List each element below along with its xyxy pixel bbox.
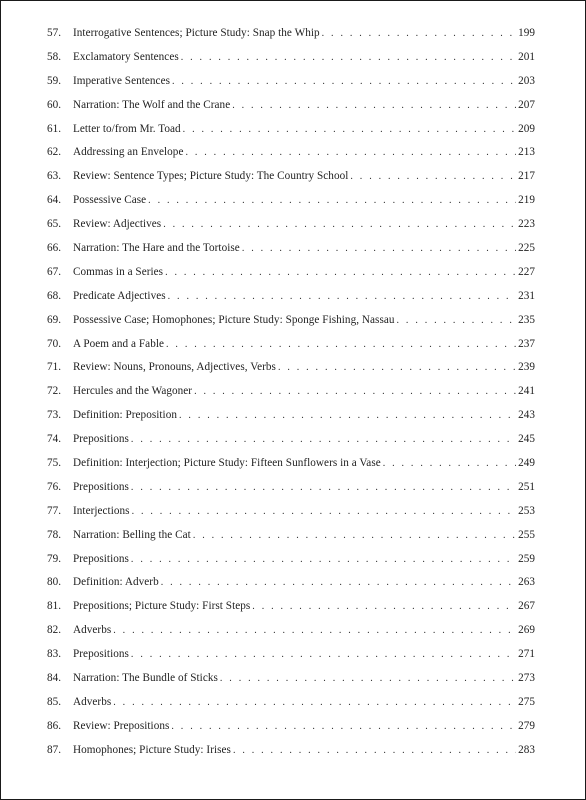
toc-entry-page: 273 bbox=[518, 672, 535, 685]
toc-entry-page: 227 bbox=[518, 265, 535, 278]
toc-entry-page: 269 bbox=[518, 624, 535, 637]
toc-entry bbox=[47, 266, 535, 290]
toc-dot-leader bbox=[165, 267, 516, 278]
toc-entry-title: Addressing an Envelope bbox=[73, 146, 184, 159]
toc-entry bbox=[47, 314, 535, 338]
toc-entry-title: Homophones; Picture Study: Irises bbox=[73, 743, 231, 756]
toc-entry bbox=[47, 744, 535, 768]
toc-entry bbox=[47, 720, 535, 744]
toc-dot-leader bbox=[233, 745, 516, 756]
toc-entry-title: Possessive Case bbox=[73, 194, 147, 207]
toc-dot-leader bbox=[220, 673, 516, 684]
toc-entry-number: 57. bbox=[47, 27, 62, 39]
toc-dot-leader bbox=[194, 386, 516, 397]
toc-entry-title: Hercules and the Wagoner bbox=[73, 385, 193, 398]
toc-entry bbox=[47, 290, 535, 314]
toc-entry-page: 259 bbox=[518, 552, 535, 565]
toc-entry-page: 283 bbox=[518, 743, 535, 756]
toc-entry bbox=[47, 624, 535, 648]
toc-entry-number: 58. bbox=[47, 50, 62, 63]
toc-entry-page: 209 bbox=[518, 122, 535, 135]
toc-entry-title: Exclamatory Sentences bbox=[73, 50, 179, 63]
toc-entry-title: Narration: The Wolf and the Crane bbox=[73, 98, 231, 111]
toc-entry bbox=[47, 242, 535, 266]
toc-entry-title: Definition: Interjection; Picture Study: Fifteen Sunflowers in a Vase bbox=[73, 457, 381, 470]
toc-dot-leader bbox=[131, 649, 516, 660]
toc-entry-page: 199 bbox=[518, 27, 535, 39]
toc-entry-number: 80. bbox=[47, 576, 62, 589]
toc-entry-number: 78. bbox=[47, 528, 62, 541]
toc-entry-number: 87. bbox=[47, 743, 62, 756]
toc-dot-leader bbox=[350, 171, 516, 182]
toc-dot-leader bbox=[148, 195, 516, 206]
toc-entry-page: 271 bbox=[518, 648, 535, 661]
toc-entry bbox=[47, 146, 535, 170]
toc-entry-page: 231 bbox=[518, 289, 535, 302]
toc-entry-title: Prepositions; Picture Study: First Steps bbox=[73, 600, 251, 613]
toc-entry-title: Interrogative Sentences; Picture Study: Snap the Whip bbox=[73, 27, 320, 39]
toc-entry bbox=[47, 338, 535, 362]
toc-entry-number: 75. bbox=[47, 457, 62, 470]
toc-entry-title: Adverbs bbox=[73, 624, 112, 637]
toc-entry-number: 61. bbox=[47, 122, 62, 135]
toc-entry-number: 81. bbox=[47, 600, 62, 613]
toc-dot-leader bbox=[397, 315, 517, 326]
toc-dot-leader bbox=[252, 601, 516, 612]
toc-dot-leader bbox=[383, 458, 516, 469]
toc-entry-number: 83. bbox=[47, 648, 62, 661]
toc-entry-page: 251 bbox=[518, 480, 535, 493]
toc-entry-page: 275 bbox=[518, 695, 535, 708]
toc-entry-number: 72. bbox=[47, 385, 62, 398]
toc-entry-number: 65. bbox=[47, 218, 62, 231]
toc-entry-page: 241 bbox=[518, 385, 535, 398]
toc-entry-page: 255 bbox=[518, 528, 535, 541]
toc-entry bbox=[47, 696, 535, 720]
toc-entry bbox=[47, 361, 535, 385]
toc-entry-page: 239 bbox=[518, 361, 535, 374]
toc-entry bbox=[47, 481, 535, 505]
toc-entry-number: 66. bbox=[47, 242, 62, 255]
toc-entry-title: Letter to/from Mr. Toad bbox=[73, 122, 181, 135]
toc-entry-title: Narration: The Hare and the Tortoise bbox=[73, 242, 240, 255]
toc-dot-leader bbox=[322, 28, 516, 39]
toc-entry-number: 71. bbox=[47, 361, 62, 374]
toc-entry bbox=[47, 648, 535, 672]
toc-entry-number: 60. bbox=[47, 98, 62, 111]
toc-entry-title: Prepositions bbox=[73, 552, 129, 565]
toc-entry-title: Definition: Preposition bbox=[73, 409, 178, 422]
toc-entry-number: 73. bbox=[47, 409, 62, 422]
toc-entry-number: 59. bbox=[47, 74, 62, 87]
toc-entry bbox=[47, 433, 535, 457]
toc-entry bbox=[47, 672, 535, 696]
toc-dot-leader bbox=[232, 100, 516, 111]
toc-entry-title: Interjections bbox=[73, 504, 130, 517]
toc-entry-page: 237 bbox=[518, 337, 535, 350]
toc-entry-page: 279 bbox=[518, 719, 535, 732]
toc-entry-title: Predicate Adjectives bbox=[73, 289, 166, 302]
toc-entry-number: 86. bbox=[47, 719, 62, 732]
toc-dot-leader bbox=[113, 625, 516, 636]
toc-entry-number: 70. bbox=[47, 337, 62, 350]
toc-dot-leader bbox=[131, 482, 516, 493]
toc-entry bbox=[47, 409, 535, 433]
toc-entry-page: 219 bbox=[518, 194, 535, 207]
toc-dot-leader bbox=[172, 76, 516, 87]
toc-dot-leader bbox=[181, 52, 516, 63]
toc-entry-title: Narration: Belling the Cat bbox=[73, 528, 191, 541]
toc-entry-number: 68. bbox=[47, 289, 62, 302]
toc-entry bbox=[47, 170, 535, 194]
toc-entry bbox=[47, 385, 535, 409]
toc-dot-leader bbox=[113, 697, 516, 708]
toc-dot-leader bbox=[278, 362, 516, 373]
toc-entry-number: 85. bbox=[47, 695, 62, 708]
toc-entry-number: 79. bbox=[47, 552, 62, 565]
toc-entry-number: 64. bbox=[47, 194, 62, 207]
toc-entry-number: 76. bbox=[47, 480, 62, 493]
toc-entry-title: Prepositions bbox=[73, 480, 129, 493]
toc-entry-page: 207 bbox=[518, 98, 535, 111]
toc-dot-leader bbox=[183, 124, 516, 135]
toc-entry bbox=[47, 553, 535, 577]
toc-entry bbox=[47, 51, 535, 75]
toc-entry-page: 243 bbox=[518, 409, 535, 422]
toc-dot-leader bbox=[179, 410, 516, 421]
toc-entry-page: 253 bbox=[518, 504, 535, 517]
toc-entry bbox=[47, 218, 535, 242]
toc-dot-leader bbox=[185, 147, 516, 158]
toc-entry-page: 249 bbox=[518, 457, 535, 470]
toc-entry bbox=[47, 194, 535, 218]
toc-entry-title: Definition: Adverb bbox=[73, 576, 159, 589]
toc-entry-page: 203 bbox=[518, 74, 535, 87]
toc-entry-title: Prepositions bbox=[73, 648, 129, 661]
table-of-contents bbox=[47, 27, 535, 768]
toc-dot-leader bbox=[193, 530, 516, 541]
toc-entry-page: 213 bbox=[518, 146, 535, 159]
toc-entry-page: 235 bbox=[518, 313, 535, 326]
toc-entry-title: Review: Prepositions bbox=[73, 719, 170, 732]
toc-entry-title: A Poem and a Fable bbox=[73, 337, 165, 350]
toc-entry-title: Narration: The Bundle of Sticks bbox=[73, 672, 218, 685]
toc-dot-leader bbox=[132, 506, 516, 517]
toc-entry-title: Possessive Case; Homophones; Picture Study: Sponge Fishing, Nassau bbox=[73, 313, 395, 326]
toc-dot-leader bbox=[166, 339, 516, 350]
toc-dot-leader bbox=[171, 721, 516, 732]
toc-entry bbox=[47, 505, 535, 529]
toc-entry-page: 223 bbox=[518, 218, 535, 231]
toc-entry-number: 63. bbox=[47, 170, 62, 183]
toc-entry-title: Review: Adjectives bbox=[73, 218, 162, 231]
toc-entry bbox=[47, 75, 535, 99]
toc-entry-title: Imperative Sentences bbox=[73, 74, 170, 87]
toc-entry-title: Review: Nouns, Pronouns, Adjectives, Verbs bbox=[73, 361, 276, 374]
toc-entry-page: 267 bbox=[518, 600, 535, 613]
toc-entry bbox=[47, 123, 535, 147]
toc-dot-leader bbox=[168, 291, 516, 302]
toc-entry bbox=[47, 99, 535, 123]
toc-entry-title: Review: Sentence Types; Picture Study: The Country School bbox=[73, 170, 349, 183]
toc-dot-leader bbox=[131, 554, 516, 565]
toc-entry-number: 82. bbox=[47, 624, 62, 637]
toc-entry-number: 84. bbox=[47, 672, 62, 685]
toc-entry-page: 201 bbox=[518, 50, 535, 63]
toc-entry bbox=[47, 27, 535, 51]
toc-dot-leader bbox=[131, 434, 516, 445]
toc-entry-page: 263 bbox=[518, 576, 535, 589]
toc-entry bbox=[47, 529, 535, 553]
toc-entry bbox=[47, 600, 535, 624]
toc-dot-leader bbox=[242, 243, 516, 254]
toc-entry bbox=[47, 457, 535, 481]
toc-entry-number: 62. bbox=[47, 146, 62, 159]
toc-entry-number: 67. bbox=[47, 265, 62, 278]
toc-entry-number: 74. bbox=[47, 433, 62, 446]
toc-entry-title: Prepositions bbox=[73, 433, 129, 446]
toc-entry-title: Adverbs bbox=[73, 695, 112, 708]
toc-entry-page: 225 bbox=[518, 242, 535, 255]
toc-entry-page: 217 bbox=[518, 170, 535, 183]
toc-entry-page: 245 bbox=[518, 433, 535, 446]
toc-dot-leader bbox=[161, 577, 516, 588]
toc-dot-leader bbox=[163, 219, 516, 230]
toc-entry-title: Commas in a Series bbox=[73, 265, 164, 278]
toc-entry-number: 77. bbox=[47, 504, 62, 517]
toc-entry-number: 69. bbox=[47, 313, 62, 326]
toc-entry bbox=[47, 576, 535, 600]
